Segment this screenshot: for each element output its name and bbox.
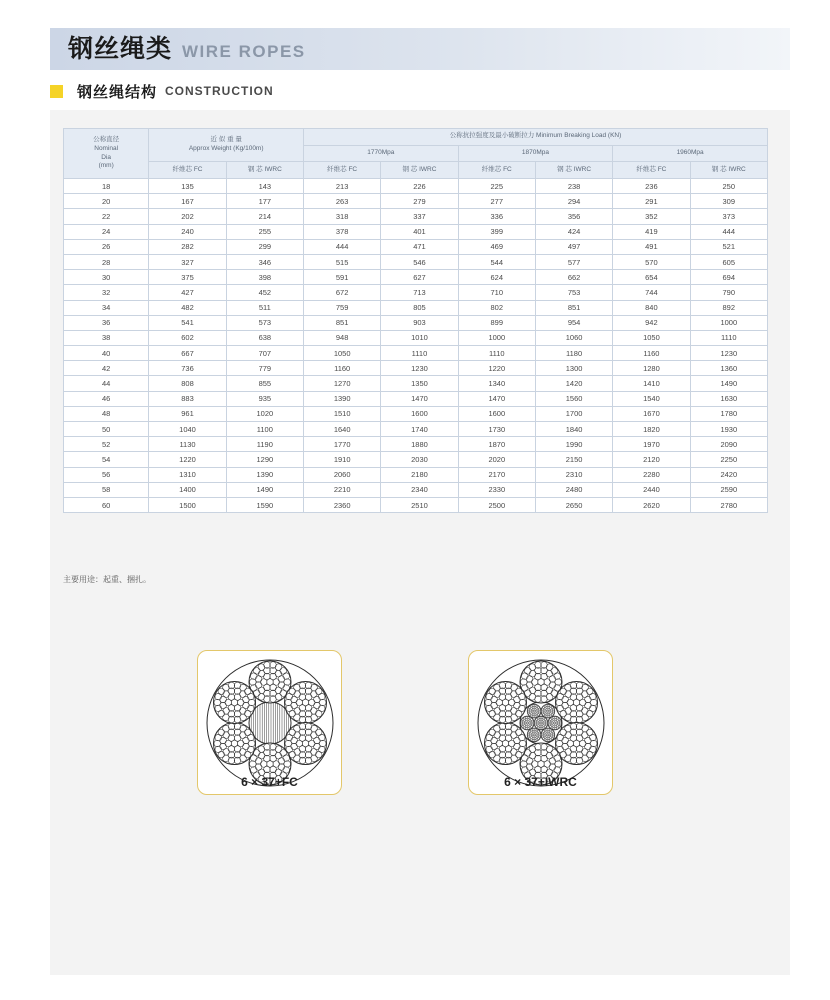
table-cell: 710 — [458, 285, 535, 300]
table-cell: 694 — [690, 270, 767, 285]
table-cell: 48 — [64, 406, 149, 421]
table-cell: 40 — [64, 346, 149, 361]
table-cell: 1110 — [690, 330, 767, 345]
table-cell: 375 — [149, 270, 226, 285]
table-cell: 28 — [64, 254, 149, 269]
table-cell: 1420 — [535, 376, 612, 391]
table-cell: 736 — [149, 361, 226, 376]
table-cell: 401 — [381, 224, 458, 239]
table-cell: 1820 — [613, 422, 690, 437]
table-cell: 1600 — [458, 406, 535, 421]
table-cell: 1180 — [535, 346, 612, 361]
table-cell: 352 — [613, 209, 690, 224]
table-cell: 892 — [690, 300, 767, 315]
table-cell: 1490 — [690, 376, 767, 391]
table-row — [64, 239, 768, 254]
table-row — [64, 300, 768, 315]
table-cell: 2120 — [613, 452, 690, 467]
table-cell: 399 — [458, 224, 535, 239]
table-cell: 52 — [64, 437, 149, 452]
table-cell: 299 — [226, 239, 303, 254]
table-cell: 1110 — [458, 346, 535, 361]
th-1870-fc: 纤维芯 FC — [458, 162, 535, 179]
table-cell: 46 — [64, 391, 149, 406]
th-1770-fc: 纤维芯 FC — [304, 162, 381, 179]
table-cell: 1220 — [149, 452, 226, 467]
th-weight-iwrc: 钢 芯 IWRC — [226, 162, 303, 179]
table-cell: 1490 — [226, 482, 303, 497]
table-cell: 855 — [226, 376, 303, 391]
table-cell: 605 — [690, 254, 767, 269]
table-cell: 942 — [613, 315, 690, 330]
table-cell: 591 — [304, 270, 381, 285]
table-cell: 935 — [226, 391, 303, 406]
section-title-en: CONSTRUCTION — [165, 84, 274, 98]
spec-table-wrapper — [63, 128, 768, 513]
table-row — [64, 270, 768, 285]
table-cell: 1020 — [226, 406, 303, 421]
table-cell: 1040 — [149, 422, 226, 437]
table-cell: 1230 — [690, 346, 767, 361]
table-cell: 546 — [381, 254, 458, 269]
table-cell: 1870 — [458, 437, 535, 452]
table-row — [64, 497, 768, 512]
spec-table-head — [64, 129, 768, 179]
table-cell: 54 — [64, 452, 149, 467]
table-cell: 1000 — [690, 315, 767, 330]
table-row — [64, 179, 768, 194]
table-cell: 291 — [613, 194, 690, 209]
table-cell: 444 — [304, 239, 381, 254]
table-row — [64, 194, 768, 209]
th-1960-fc: 纤维芯 FC — [613, 162, 690, 179]
table-cell: 482 — [149, 300, 226, 315]
table-cell: 805 — [381, 300, 458, 315]
table-row — [64, 376, 768, 391]
table-cell: 1630 — [690, 391, 767, 406]
table-cell: 427 — [149, 285, 226, 300]
th-nominal-dia: 公称直径 Nominal Dia (mm) — [64, 129, 149, 179]
table-row — [64, 330, 768, 345]
table-cell: 1730 — [458, 422, 535, 437]
table-cell: 38 — [64, 330, 149, 345]
table-cell: 2440 — [613, 482, 690, 497]
table-cell: 1360 — [690, 361, 767, 376]
table-cell: 282 — [149, 239, 226, 254]
th-1960-iwrc: 钢 芯 IWRC — [690, 162, 767, 179]
table-cell: 471 — [381, 239, 458, 254]
wire-rope-cross-section-fc-icon — [197, 650, 342, 795]
table-cell: 1640 — [304, 422, 381, 437]
table-cell: 238 — [535, 179, 612, 194]
table-cell: 1230 — [381, 361, 458, 376]
table-cell: 1110 — [381, 346, 458, 361]
diagram-label-fc: 6 × 37+FC — [241, 775, 298, 789]
table-cell: 177 — [226, 194, 303, 209]
table-cell: 167 — [149, 194, 226, 209]
table-row — [64, 254, 768, 269]
table-cell: 2780 — [690, 497, 767, 512]
table-cell: 753 — [535, 285, 612, 300]
table-cell: 1990 — [535, 437, 612, 452]
table-cell: 1500 — [149, 497, 226, 512]
table-cell: 26 — [64, 239, 149, 254]
header-row-3 — [64, 162, 768, 179]
table-cell: 2650 — [535, 497, 612, 512]
table-cell: 250 — [690, 179, 767, 194]
table-cell: 2510 — [381, 497, 458, 512]
table-cell: 1010 — [381, 330, 458, 345]
th-grade-1870: 1870Mpa — [458, 145, 613, 162]
table-cell: 515 — [304, 254, 381, 269]
header-row-1 — [64, 129, 768, 146]
th-grade-1770: 1770Mpa — [304, 145, 459, 162]
table-cell: 744 — [613, 285, 690, 300]
table-cell: 378 — [304, 224, 381, 239]
table-cell: 236 — [613, 179, 690, 194]
table-cell: 309 — [690, 194, 767, 209]
table-cell: 143 — [226, 179, 303, 194]
table-cell: 1100 — [226, 422, 303, 437]
table-cell: 1390 — [226, 467, 303, 482]
table-cell: 1880 — [381, 437, 458, 452]
table-cell: 2590 — [690, 482, 767, 497]
table-cell: 56 — [64, 467, 149, 482]
table-cell: 1970 — [613, 437, 690, 452]
table-cell: 2480 — [535, 482, 612, 497]
table-cell: 497 — [535, 239, 612, 254]
table-cell: 2310 — [535, 467, 612, 482]
table-cell: 1770 — [304, 437, 381, 452]
table-cell: 667 — [149, 346, 226, 361]
table-cell: 294 — [535, 194, 612, 209]
table-cell: 851 — [535, 300, 612, 315]
table-cell: 336 — [458, 209, 535, 224]
table-cell: 2150 — [535, 452, 612, 467]
table-cell: 50 — [64, 422, 149, 437]
table-cell: 30 — [64, 270, 149, 285]
table-cell: 337 — [381, 209, 458, 224]
table-cell: 1780 — [690, 406, 767, 421]
table-cell: 1470 — [381, 391, 458, 406]
table-cell: 1470 — [458, 391, 535, 406]
page-title-en: WIRE ROPES — [182, 42, 306, 61]
table-cell: 1280 — [613, 361, 690, 376]
table-cell: 511 — [226, 300, 303, 315]
table-row — [64, 346, 768, 361]
table-cell: 34 — [64, 300, 149, 315]
table-cell: 60 — [64, 497, 149, 512]
table-cell: 469 — [458, 239, 535, 254]
table-cell: 22 — [64, 209, 149, 224]
table-cell: 277 — [458, 194, 535, 209]
table-cell: 883 — [149, 391, 226, 406]
table-cell: 373 — [690, 209, 767, 224]
table-row — [64, 361, 768, 376]
table-cell: 1050 — [304, 346, 381, 361]
table-cell: 1910 — [304, 452, 381, 467]
table-cell: 240 — [149, 224, 226, 239]
table-cell: 36 — [64, 315, 149, 330]
table-cell: 2030 — [381, 452, 458, 467]
page-title-cn: 钢丝绳类 — [68, 35, 173, 63]
table-cell: 541 — [149, 315, 226, 330]
table-cell: 948 — [304, 330, 381, 345]
table-cell: 452 — [226, 285, 303, 300]
table-cell: 213 — [304, 179, 381, 194]
table-cell: 1700 — [535, 406, 612, 421]
table-cell: 779 — [226, 361, 303, 376]
table-row — [64, 209, 768, 224]
table-cell: 840 — [613, 300, 690, 315]
table-cell: 573 — [226, 315, 303, 330]
table-cell: 544 — [458, 254, 535, 269]
th-approx-weight: 近 似 重 量 Approx Weight (Kg/100m) — [149, 129, 304, 162]
table-cell: 1540 — [613, 391, 690, 406]
table-cell: 851 — [304, 315, 381, 330]
diagram-label-iwrc: 6 × 37+IWRC — [504, 775, 577, 789]
table-cell: 638 — [226, 330, 303, 345]
table-cell: 1060 — [535, 330, 612, 345]
table-cell: 214 — [226, 209, 303, 224]
table-cell: 1190 — [226, 437, 303, 452]
page-title — [68, 30, 306, 72]
table-cell: 899 — [458, 315, 535, 330]
table-cell: 255 — [226, 224, 303, 239]
table-cell: 42 — [64, 361, 149, 376]
table-cell: 2330 — [458, 482, 535, 497]
th-1770-iwrc: 钢 芯 IWRC — [381, 162, 458, 179]
table-cell: 2360 — [304, 497, 381, 512]
table-cell: 356 — [535, 209, 612, 224]
table-cell: 570 — [613, 254, 690, 269]
table-cell: 1050 — [613, 330, 690, 345]
table-cell: 521 — [690, 239, 767, 254]
table-cell: 327 — [149, 254, 226, 269]
table-cell: 654 — [613, 270, 690, 285]
table-cell: 2060 — [304, 467, 381, 482]
table-cell: 1740 — [381, 422, 458, 437]
table-row — [64, 437, 768, 452]
table-row — [64, 391, 768, 406]
table-cell: 424 — [535, 224, 612, 239]
wire-rope-cross-section-iwrc-icon — [468, 650, 613, 795]
table-cell: 1290 — [226, 452, 303, 467]
table-cell: 2250 — [690, 452, 767, 467]
section-title-cn: 钢丝绳结构 — [77, 83, 158, 101]
table-cell: 954 — [535, 315, 612, 330]
table-cell: 1400 — [149, 482, 226, 497]
usage-note: 主要用途：起重、捆扎。 — [63, 575, 151, 584]
table-cell: 398 — [226, 270, 303, 285]
table-cell: 2180 — [381, 467, 458, 482]
table-cell: 1600 — [381, 406, 458, 421]
table-cell: 24 — [64, 224, 149, 239]
table-cell: 202 — [149, 209, 226, 224]
th-1870-iwrc: 钢 芯 IWRC — [535, 162, 612, 179]
table-cell: 713 — [381, 285, 458, 300]
table-cell: 1160 — [304, 361, 381, 376]
table-cell: 624 — [458, 270, 535, 285]
table-cell: 279 — [381, 194, 458, 209]
table-cell: 1270 — [304, 376, 381, 391]
table-cell: 346 — [226, 254, 303, 269]
table-cell: 808 — [149, 376, 226, 391]
table-cell: 577 — [535, 254, 612, 269]
table-cell: 419 — [613, 224, 690, 239]
table-row — [64, 452, 768, 467]
table-cell: 1510 — [304, 406, 381, 421]
bullet-square-icon — [50, 85, 63, 98]
table-cell: 135 — [149, 179, 226, 194]
table-row — [64, 422, 768, 437]
table-cell: 602 — [149, 330, 226, 345]
table-cell: 1160 — [613, 346, 690, 361]
table-cell: 44 — [64, 376, 149, 391]
table-cell: 672 — [304, 285, 381, 300]
table-cell: 2620 — [613, 497, 690, 512]
table-cell: 662 — [535, 270, 612, 285]
table-cell: 491 — [613, 239, 690, 254]
table-cell: 1390 — [304, 391, 381, 406]
table-cell: 1930 — [690, 422, 767, 437]
th-weight-fc: 纤维芯 FC — [149, 162, 226, 179]
table-cell: 2170 — [458, 467, 535, 482]
table-cell: 2500 — [458, 497, 535, 512]
table-cell: 2420 — [690, 467, 767, 482]
table-cell: 1220 — [458, 361, 535, 376]
spec-table — [63, 128, 768, 513]
table-cell: 1840 — [535, 422, 612, 437]
table-cell: 1590 — [226, 497, 303, 512]
table-cell: 444 — [690, 224, 767, 239]
table-cell: 226 — [381, 179, 458, 194]
table-cell: 2020 — [458, 452, 535, 467]
table-cell: 790 — [690, 285, 767, 300]
spec-table-body — [64, 179, 768, 513]
table-cell: 1350 — [381, 376, 458, 391]
table-row — [64, 285, 768, 300]
table-cell: 2210 — [304, 482, 381, 497]
table-cell: 32 — [64, 285, 149, 300]
table-cell: 627 — [381, 270, 458, 285]
table-row — [64, 315, 768, 330]
table-cell: 58 — [64, 482, 149, 497]
table-cell: 2280 — [613, 467, 690, 482]
table-cell: 903 — [381, 315, 458, 330]
table-cell: 1340 — [458, 376, 535, 391]
table-cell: 1130 — [149, 437, 226, 452]
th-grade-1960: 1960Mpa — [613, 145, 768, 162]
th-breaking-load: 公称抗拉强度及最小破断拉力 Minimum Breaking Load (KN) — [304, 129, 768, 146]
table-cell: 1310 — [149, 467, 226, 482]
table-cell: 18 — [64, 179, 149, 194]
table-row — [64, 224, 768, 239]
table-cell: 1000 — [458, 330, 535, 345]
table-cell: 1410 — [613, 376, 690, 391]
table-cell: 759 — [304, 300, 381, 315]
table-cell: 20 — [64, 194, 149, 209]
table-cell: 1300 — [535, 361, 612, 376]
section-heading — [50, 80, 274, 102]
table-cell: 961 — [149, 406, 226, 421]
table-cell: 1560 — [535, 391, 612, 406]
table-cell: 707 — [226, 346, 303, 361]
table-cell: 802 — [458, 300, 535, 315]
table-cell: 1670 — [613, 406, 690, 421]
table-row — [64, 406, 768, 421]
table-row — [64, 482, 768, 497]
table-cell: 2340 — [381, 482, 458, 497]
table-cell: 263 — [304, 194, 381, 209]
table-cell: 318 — [304, 209, 381, 224]
table-cell: 225 — [458, 179, 535, 194]
table-cell: 2090 — [690, 437, 767, 452]
table-row — [64, 467, 768, 482]
